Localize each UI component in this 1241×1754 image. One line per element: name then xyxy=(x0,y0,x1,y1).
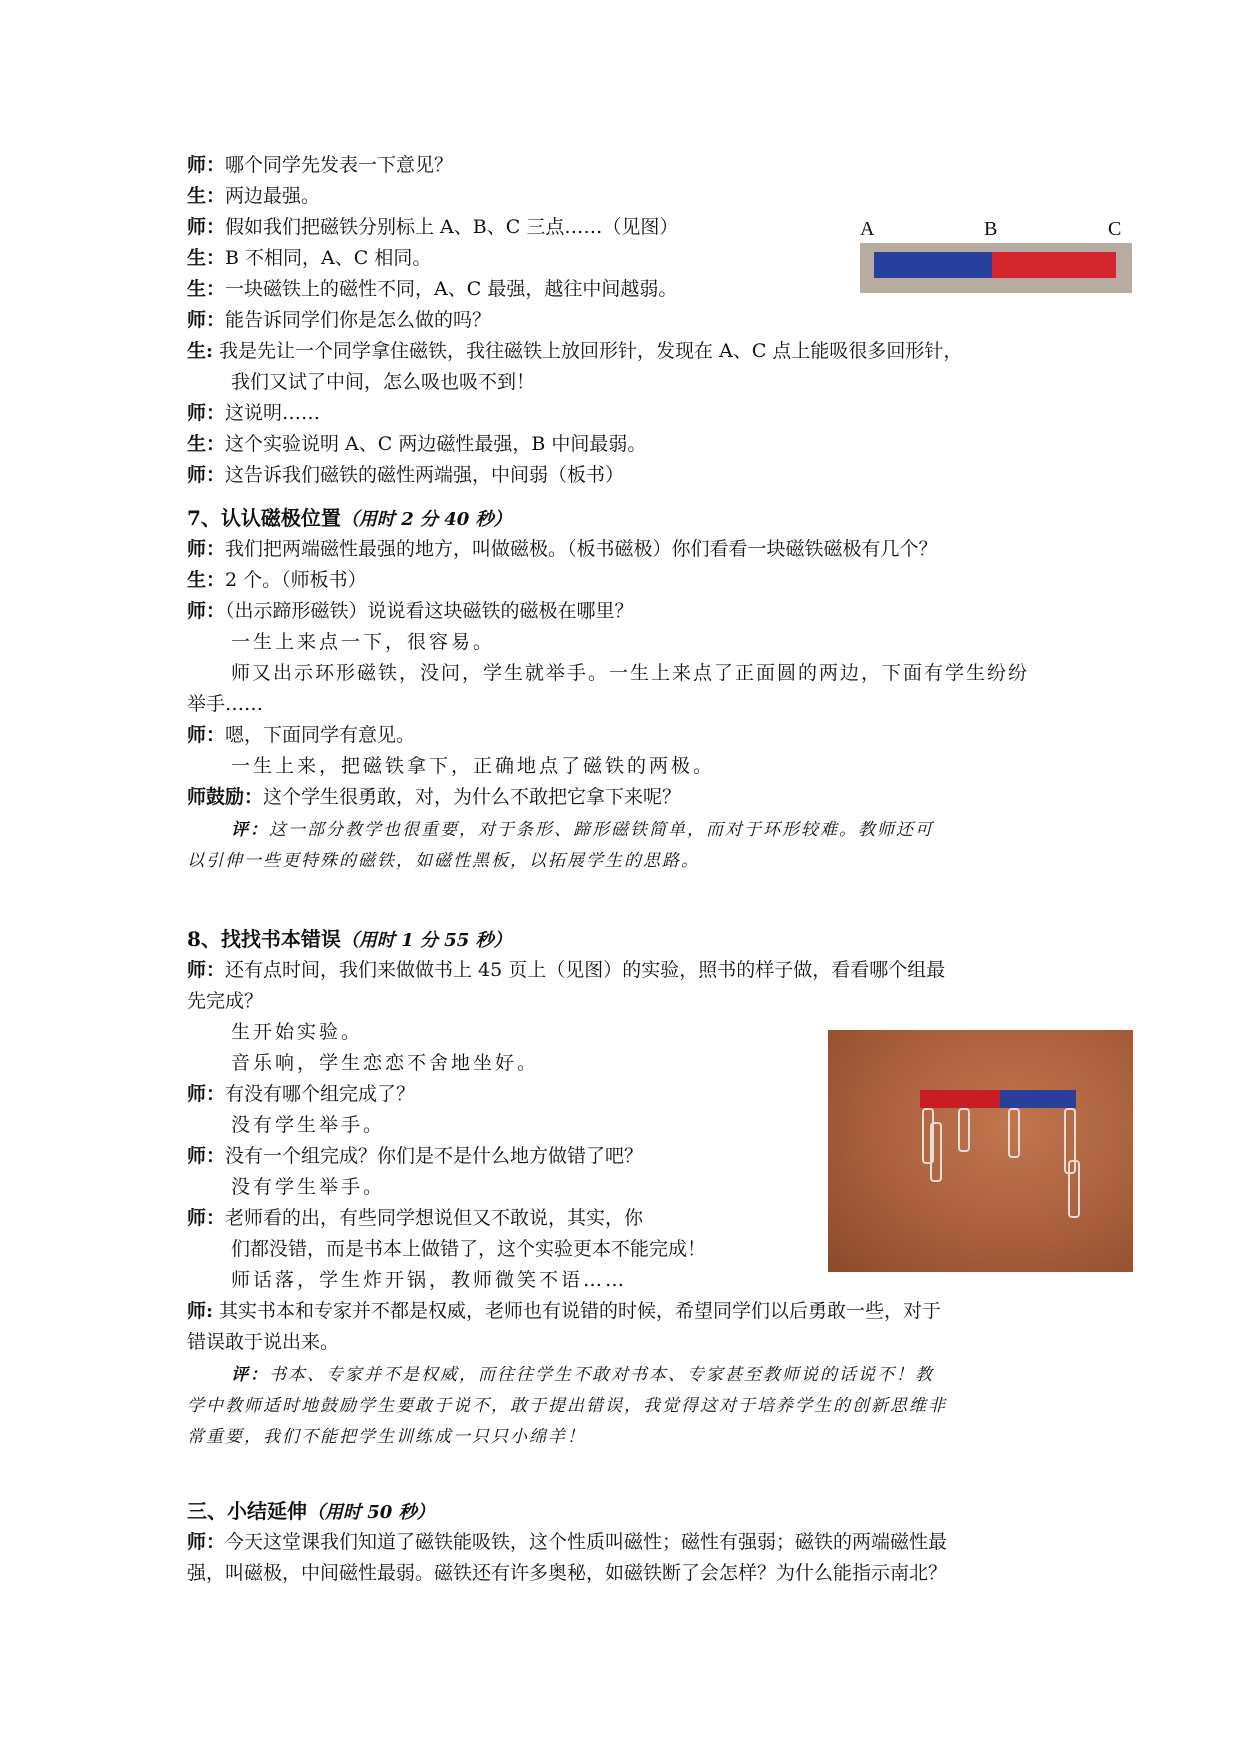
dialogue-line xyxy=(187,783,681,811)
line-text: 还有点时间，我们来做做书上 45 页上（见图）的实验，照书的样子做，看看哪个组最 xyxy=(225,959,946,981)
narration-line xyxy=(231,1018,363,1046)
narration-line xyxy=(231,1111,385,1139)
speaker-label: 生： xyxy=(187,278,226,300)
dialogue-line xyxy=(187,275,677,303)
line-text: 错误敢于说出来。 xyxy=(187,1331,340,1353)
dialogue-line xyxy=(187,461,624,489)
speaker-label: 生： xyxy=(187,433,226,455)
narration-line xyxy=(231,1049,539,1077)
line-text: 一生上来点一下，很容易。 xyxy=(231,631,496,653)
paperclip xyxy=(1008,1108,1020,1158)
comment-line xyxy=(231,816,934,844)
dialogue-line xyxy=(187,1080,415,1108)
line-text: 我们又试了中间，怎么吸也吸不到！ xyxy=(231,371,536,393)
paperclip xyxy=(1068,1160,1080,1218)
line-text: 这告诉我们磁铁的磁性两端强，中间弱（板书） xyxy=(225,464,625,486)
line-text: 这个实验说明 A、C 两边磁性最强，B 中间最弱。 xyxy=(225,433,647,455)
line-text: （出示蹄形磁铁）说说看这块磁铁的磁极在哪里？ xyxy=(225,600,634,622)
dialogue-line xyxy=(187,566,367,594)
speaker-label: 生： xyxy=(187,185,226,207)
figure-label-b: B xyxy=(984,218,998,240)
speaker-label: 师： xyxy=(187,402,226,424)
paperclip xyxy=(930,1122,942,1182)
line-text: 这个学生很勇敢，对，为什么不敢把它拿下来呢？ xyxy=(263,786,682,808)
speaker-label: 生： xyxy=(187,569,226,591)
dialogue-line xyxy=(187,597,634,625)
dialogue-line xyxy=(187,1142,643,1170)
section-heading xyxy=(187,1497,435,1527)
speaker-label: 师鼓励： xyxy=(187,786,264,808)
narration-line xyxy=(231,1173,385,1201)
magnet-red-pole xyxy=(992,252,1116,278)
comment-lead: 评： xyxy=(231,1365,269,1385)
line-text: 两边最强。 xyxy=(225,185,321,207)
line-text: 师又出示环形磁铁，没问，学生就举手。一生上来点了正面圆的两边，下面有学生纷纷 xyxy=(231,662,1030,684)
bar-magnet-figure xyxy=(860,243,1132,293)
speaker-label: 师： xyxy=(187,1083,226,1105)
dialogue-line xyxy=(187,987,263,1015)
dialogue-line xyxy=(187,535,938,563)
comment-text: 书本、专家并不是权威，而往往学生不敢对书本、专家甚至教师说的话说不！教 xyxy=(269,1365,934,1385)
dialogue-line xyxy=(187,430,646,458)
comment-line xyxy=(187,1392,947,1420)
comment-text: 以引伸一些更特殊的磁铁，如磁性黑板，以拓展学生的思路。 xyxy=(187,851,700,871)
line-text: 举手…… xyxy=(187,693,264,715)
heading-time: （用时 2 分 40 秒） xyxy=(340,509,512,530)
line-text: 今天这堂课我们知道了磁铁能吸铁，这个性质叫磁性；磁性有强弱；磁铁的两端磁性最 xyxy=(225,1531,948,1553)
line-text: 哪个同学先发表一下意见？ xyxy=(225,154,454,176)
line-text: 假如我们把磁铁分别标上 A、B、C 三点……（见图） xyxy=(225,216,679,238)
dialogue-line xyxy=(187,956,945,984)
line-text: 师话落，学生炸开锅，教师微笑不语…… xyxy=(231,1269,628,1291)
comment-line xyxy=(231,1361,934,1389)
dialogue-line xyxy=(187,306,491,334)
narration-line xyxy=(187,690,263,718)
magnet-paperclip-photo xyxy=(828,1030,1133,1272)
line-text: 嗯，下面同学有意见。 xyxy=(225,724,416,746)
dialogue-line xyxy=(187,1559,947,1587)
line-text: 们都没错，而是书本上做错了，这个实验更本不能完成！ xyxy=(231,1238,707,1260)
dialogue-line xyxy=(187,721,415,749)
line-text: 没有一个组完成？你们是不是什么地方做错了吧？ xyxy=(225,1145,644,1167)
comment-text: 这一部分教学也很重要，对于条形、蹄形磁铁简单，而对于环形较难。教师还可 xyxy=(269,820,934,840)
heading-time: （用时 1 分 55 秒） xyxy=(340,930,512,951)
photo-magnet-blue xyxy=(1000,1090,1076,1108)
dialogue-line xyxy=(187,399,320,427)
speaker-label: 师： xyxy=(187,959,226,981)
comment-text: 学中教师适时地鼓励学生要敢于说不，敢于提出错误，我觉得这对于培养学生的创新思维非 xyxy=(187,1396,947,1416)
section-heading xyxy=(187,504,512,534)
line-text: 这说明…… xyxy=(225,402,321,424)
line-text: 没有学生举手。 xyxy=(231,1114,386,1136)
dialogue-line xyxy=(187,244,431,272)
dialogue-line xyxy=(187,337,962,365)
dialogue-line xyxy=(187,1328,339,1356)
comment-line xyxy=(187,1423,586,1451)
narration-line xyxy=(231,659,1029,687)
line-text: 2 个。（师板书） xyxy=(225,569,367,591)
paperclip xyxy=(958,1108,970,1152)
speaker-label: 师： xyxy=(187,1207,226,1229)
dialogue-line xyxy=(187,213,678,241)
figure-label-c: C xyxy=(1108,218,1122,240)
line-text: 没有学生举手。 xyxy=(231,1176,386,1198)
line-text: B 不相同，A、C 相同。 xyxy=(225,247,432,269)
photo-magnet-red xyxy=(920,1090,1000,1108)
figure-label-a: A xyxy=(860,218,875,240)
dialogue-line xyxy=(231,1235,706,1263)
line-text: 强，叫磁极，中间磁性最弱。磁铁还有许多奥秘，如磁铁断了会怎样？为什么能指示南北？ xyxy=(187,1562,948,1584)
line-text: 其实书本和专家并不都是权威，老师也有说错的时候，希望同学们以后勇敢一些，对于 xyxy=(213,1300,942,1322)
speaker-label: 师: xyxy=(187,1300,214,1322)
heading-text: 三、小结延伸 xyxy=(187,1499,307,1523)
dialogue-line xyxy=(187,151,453,179)
dialogue-line xyxy=(187,182,320,210)
narration-line xyxy=(231,628,495,656)
line-text: 一生上来，把磁铁拿下，正确地点了磁铁的两极。 xyxy=(231,755,716,777)
speaker-label: 师： xyxy=(187,1531,226,1553)
heading-time: （用时 50 秒） xyxy=(307,1502,435,1523)
line-text: 能告诉同学们你是怎么做的吗？ xyxy=(225,309,492,331)
comment-lead: 评： xyxy=(231,820,269,840)
line-text: 老师看的出，有些同学想说但又不敢说，其实，你 xyxy=(225,1207,644,1229)
dialogue-line xyxy=(187,1528,947,1556)
speaker-label: 生： xyxy=(187,247,226,269)
comment-text: 常重要，我们不能把学生训练成一只只小绵羊！ xyxy=(187,1427,586,1447)
dialogue-line xyxy=(231,368,535,396)
speaker-label: 师： xyxy=(187,154,226,176)
line-text: 音乐响，学生恋恋不舍地坐好。 xyxy=(231,1052,540,1074)
dialogue-line xyxy=(187,1204,643,1232)
line-text: 我们把两端磁性最强的地方，叫做磁极。（板书磁极）你们看看一块磁铁磁极有几个？ xyxy=(225,538,938,560)
dialogue-line xyxy=(187,1297,941,1325)
section-heading xyxy=(187,925,512,955)
speaker-label: 师： xyxy=(187,724,226,746)
speaker-label: 师： xyxy=(187,309,226,331)
speaker-label: 师： xyxy=(187,538,226,560)
line-text: 我是先让一个同学拿住磁铁，我往磁铁上放回形针，发现在 A、C 点上能吸很多回形针， xyxy=(213,340,963,362)
speaker-label: 师： xyxy=(187,1145,226,1167)
line-text: 生开始实验。 xyxy=(231,1021,364,1043)
speaker-label: 师： xyxy=(187,600,226,622)
speaker-label: 生: xyxy=(187,340,214,362)
line-text: 一块磁铁上的磁性不同，A、C 最强，越往中间越弱。 xyxy=(225,278,678,300)
comment-line xyxy=(187,847,700,875)
heading-text: 8、找找书本错误 xyxy=(187,927,341,951)
line-text: 先完成？ xyxy=(187,990,264,1012)
speaker-label: 师： xyxy=(187,216,226,238)
heading-text: 7、认认磁极位置 xyxy=(187,506,341,530)
narration-line xyxy=(231,1266,627,1294)
narration-line xyxy=(231,752,715,780)
speaker-label: 师： xyxy=(187,464,226,486)
magnet-blue-pole xyxy=(874,252,992,278)
line-text: 有没有哪个组完成了？ xyxy=(225,1083,416,1105)
